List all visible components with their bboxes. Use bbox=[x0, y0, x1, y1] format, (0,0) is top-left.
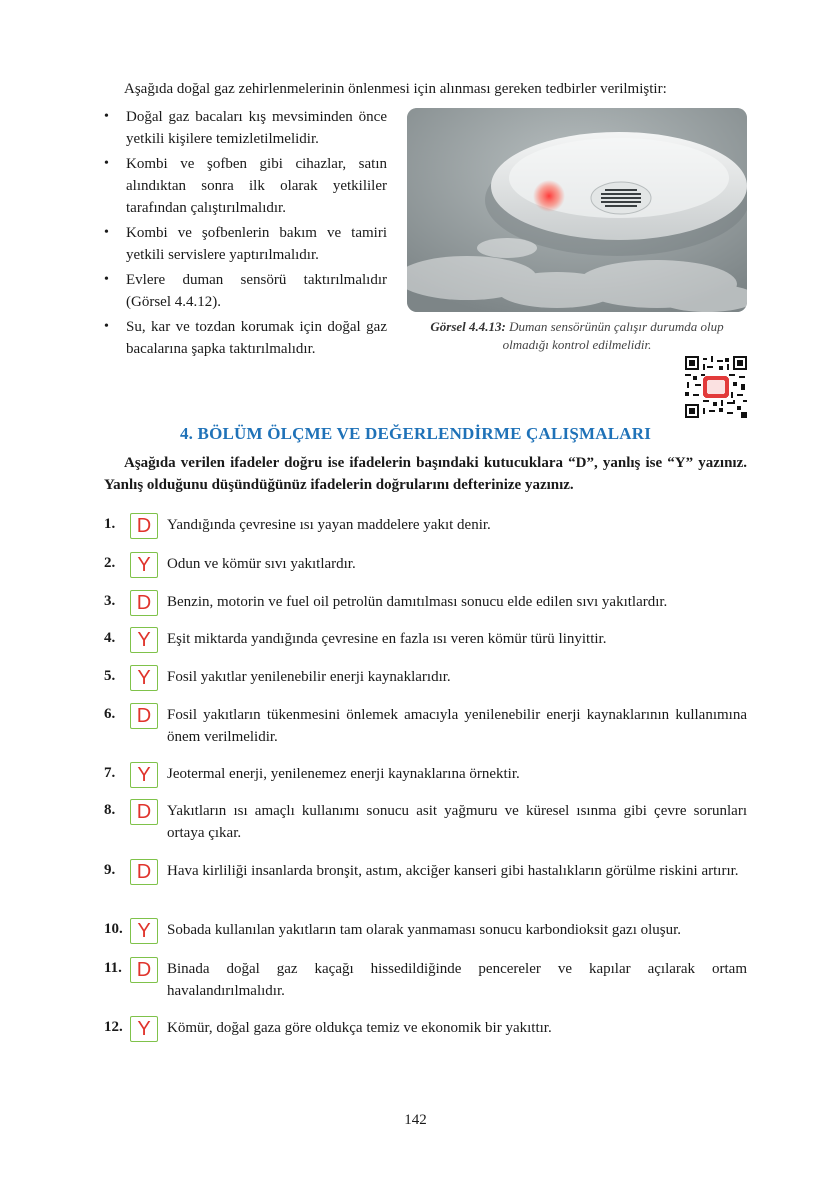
question-text: Fosil yakıtların tükenmesini önlemek amacıyla yenilenebilir enerji kaynaklarının kullanımına önem verilmelidir. bbox=[167, 707, 747, 745]
answer-box[interactable] bbox=[130, 799, 158, 825]
question-text: Yandığında çevresine ısı yayan maddelere yakıt denir. bbox=[167, 517, 491, 533]
answer-mark: Y bbox=[137, 554, 151, 576]
answer-box[interactable] bbox=[130, 1016, 158, 1042]
answer-box[interactable] bbox=[130, 552, 158, 578]
answer-mark: Y bbox=[137, 764, 151, 786]
answer-mark: D bbox=[136, 801, 152, 823]
question-text: Yakıtların ısı amaçlı kullanımı sonucu asit yağmuru ve küresel ısınma gibi çevre sorunları ortaya çıkar. bbox=[167, 803, 747, 841]
answer-box[interactable] bbox=[130, 665, 158, 691]
bullet-item: • Kombi ve şofbenlerin bakım ve tamiri yetkili servislere yaptırılmalıdır. bbox=[104, 222, 387, 266]
answer-mark: Y bbox=[137, 667, 151, 689]
bullet-item: • Doğal gaz bacaları kış mevsiminden önce yetkili kişilere temizletilmelidir. bbox=[104, 106, 387, 150]
question-text: Fosil yakıtlar yenilenebilir enerji kaynaklarıdır. bbox=[167, 669, 451, 685]
question-number: 12. bbox=[104, 1019, 123, 1035]
question-text: Binada doğal gaz kaçağı hissedildiğinde pencereler ve kapılar açılarak ortam havalandırılmalıdır. bbox=[167, 961, 747, 999]
bullet-item: • Evlere duman sensörü taktırılmalıdır (Görsel 4.4.12). bbox=[104, 269, 387, 313]
answer-mark: Y bbox=[137, 629, 151, 651]
question-number: 3. bbox=[104, 593, 116, 609]
question-number: 1. bbox=[104, 516, 116, 532]
figure-label: Görsel 4.4.13: bbox=[430, 319, 506, 334]
figure-caption bbox=[407, 318, 747, 354]
smoke-detector-illustration bbox=[407, 108, 747, 312]
qr-code-icon bbox=[685, 356, 747, 418]
question-number: 6. bbox=[104, 706, 116, 722]
bullet-dot: • bbox=[104, 225, 109, 240]
question-number: 7. bbox=[104, 765, 116, 781]
answer-box[interactable] bbox=[130, 957, 158, 983]
bullet-dot: • bbox=[104, 109, 109, 124]
question-text: Jeotermal enerji, yenilenemez enerji kaynaklarına örnektir. bbox=[167, 766, 520, 782]
answer-mark: D bbox=[136, 705, 152, 727]
answer-box[interactable] bbox=[130, 703, 158, 729]
answer-box[interactable] bbox=[130, 627, 158, 653]
question-number: 11. bbox=[104, 960, 122, 976]
section-title: 4. BÖLÜM ÖLÇME VE DEĞERLENDİRME ÇALIŞMALARI bbox=[179, 424, 652, 443]
bullet-dot: • bbox=[104, 272, 109, 287]
qr-code[interactable] bbox=[685, 356, 747, 418]
question-text: Benzin, motorin ve fuel oil petrolün damıtılması sonucu elde edilen sıvı yakıtlardır. bbox=[167, 594, 668, 610]
question-text: Sobada kullanılan yakıtların tam olarak yanmaması sonucu karbondioksit gazı oluşur. bbox=[167, 922, 682, 938]
figure-caption-text: Duman sensörünün çalışır durumda olup olmadığı kontrol edilmelidir. bbox=[502, 319, 724, 352]
answer-mark: Y bbox=[137, 920, 151, 942]
answer-box[interactable] bbox=[130, 859, 158, 885]
page-number: 142 bbox=[404, 1112, 427, 1128]
bullet-dot: • bbox=[104, 319, 109, 334]
question-number: 9. bbox=[104, 862, 116, 878]
intro-text: Aşağıda doğal gaz zehirlenmelerinin önlenmesi için alınması gereken tedbirler verilmiştir: bbox=[124, 81, 667, 97]
answer-box[interactable] bbox=[130, 590, 158, 616]
question-number: 8. bbox=[104, 802, 116, 818]
answer-mark: D bbox=[136, 959, 152, 981]
question-number: 10. bbox=[104, 921, 123, 937]
question-text: Eşit miktarda yandığında çevresine en fazla ısı veren kömür türü linyittir. bbox=[167, 631, 607, 647]
question-text: Odun ve kömür sıvı yakıtlardır. bbox=[167, 556, 356, 572]
answer-box[interactable] bbox=[130, 918, 158, 944]
bullet-dot: • bbox=[104, 156, 109, 171]
answer-box[interactable] bbox=[130, 513, 158, 539]
answer-box[interactable] bbox=[130, 762, 158, 788]
answer-mark: Y bbox=[137, 1018, 151, 1040]
bullet-list bbox=[104, 106, 387, 363]
bullet-item: • Su, kar ve tozdan korumak için doğal gaz bacalarına şapka taktırılmalıdır. bbox=[104, 316, 387, 360]
question-number: 2. bbox=[104, 555, 116, 571]
answer-mark: D bbox=[136, 515, 152, 537]
question-text: Hava kirliliği insanlarda bronşit, astım, akciğer kanseri gibi hastalıkların görülme riskini artırır. bbox=[167, 863, 739, 879]
question-number: 4. bbox=[104, 630, 116, 646]
answer-mark: D bbox=[136, 592, 152, 614]
question-text: Kömür, doğal gaza göre oldukça temiz ve ekonomik bir yakıttır. bbox=[167, 1020, 552, 1036]
answer-mark: D bbox=[136, 861, 152, 883]
smoke-detector-photo bbox=[407, 108, 747, 312]
bullet-item: • Kombi ve şofben gibi cihazlar, satın alındıktan sonra ilk olarak yetkililer tarafından çalıştırılmalıdır. bbox=[104, 153, 387, 219]
question-number: 5. bbox=[104, 668, 116, 684]
instructions-text: Aşağıda verilen ifadeler doğru ise ifadelerin başındaki kutucuklara “D”, yanlış ise “Y” yazınız. Yanlış olduğunu düşündüğünüz ifadelerin doğrularını defterinize yazınız. bbox=[104, 455, 747, 493]
